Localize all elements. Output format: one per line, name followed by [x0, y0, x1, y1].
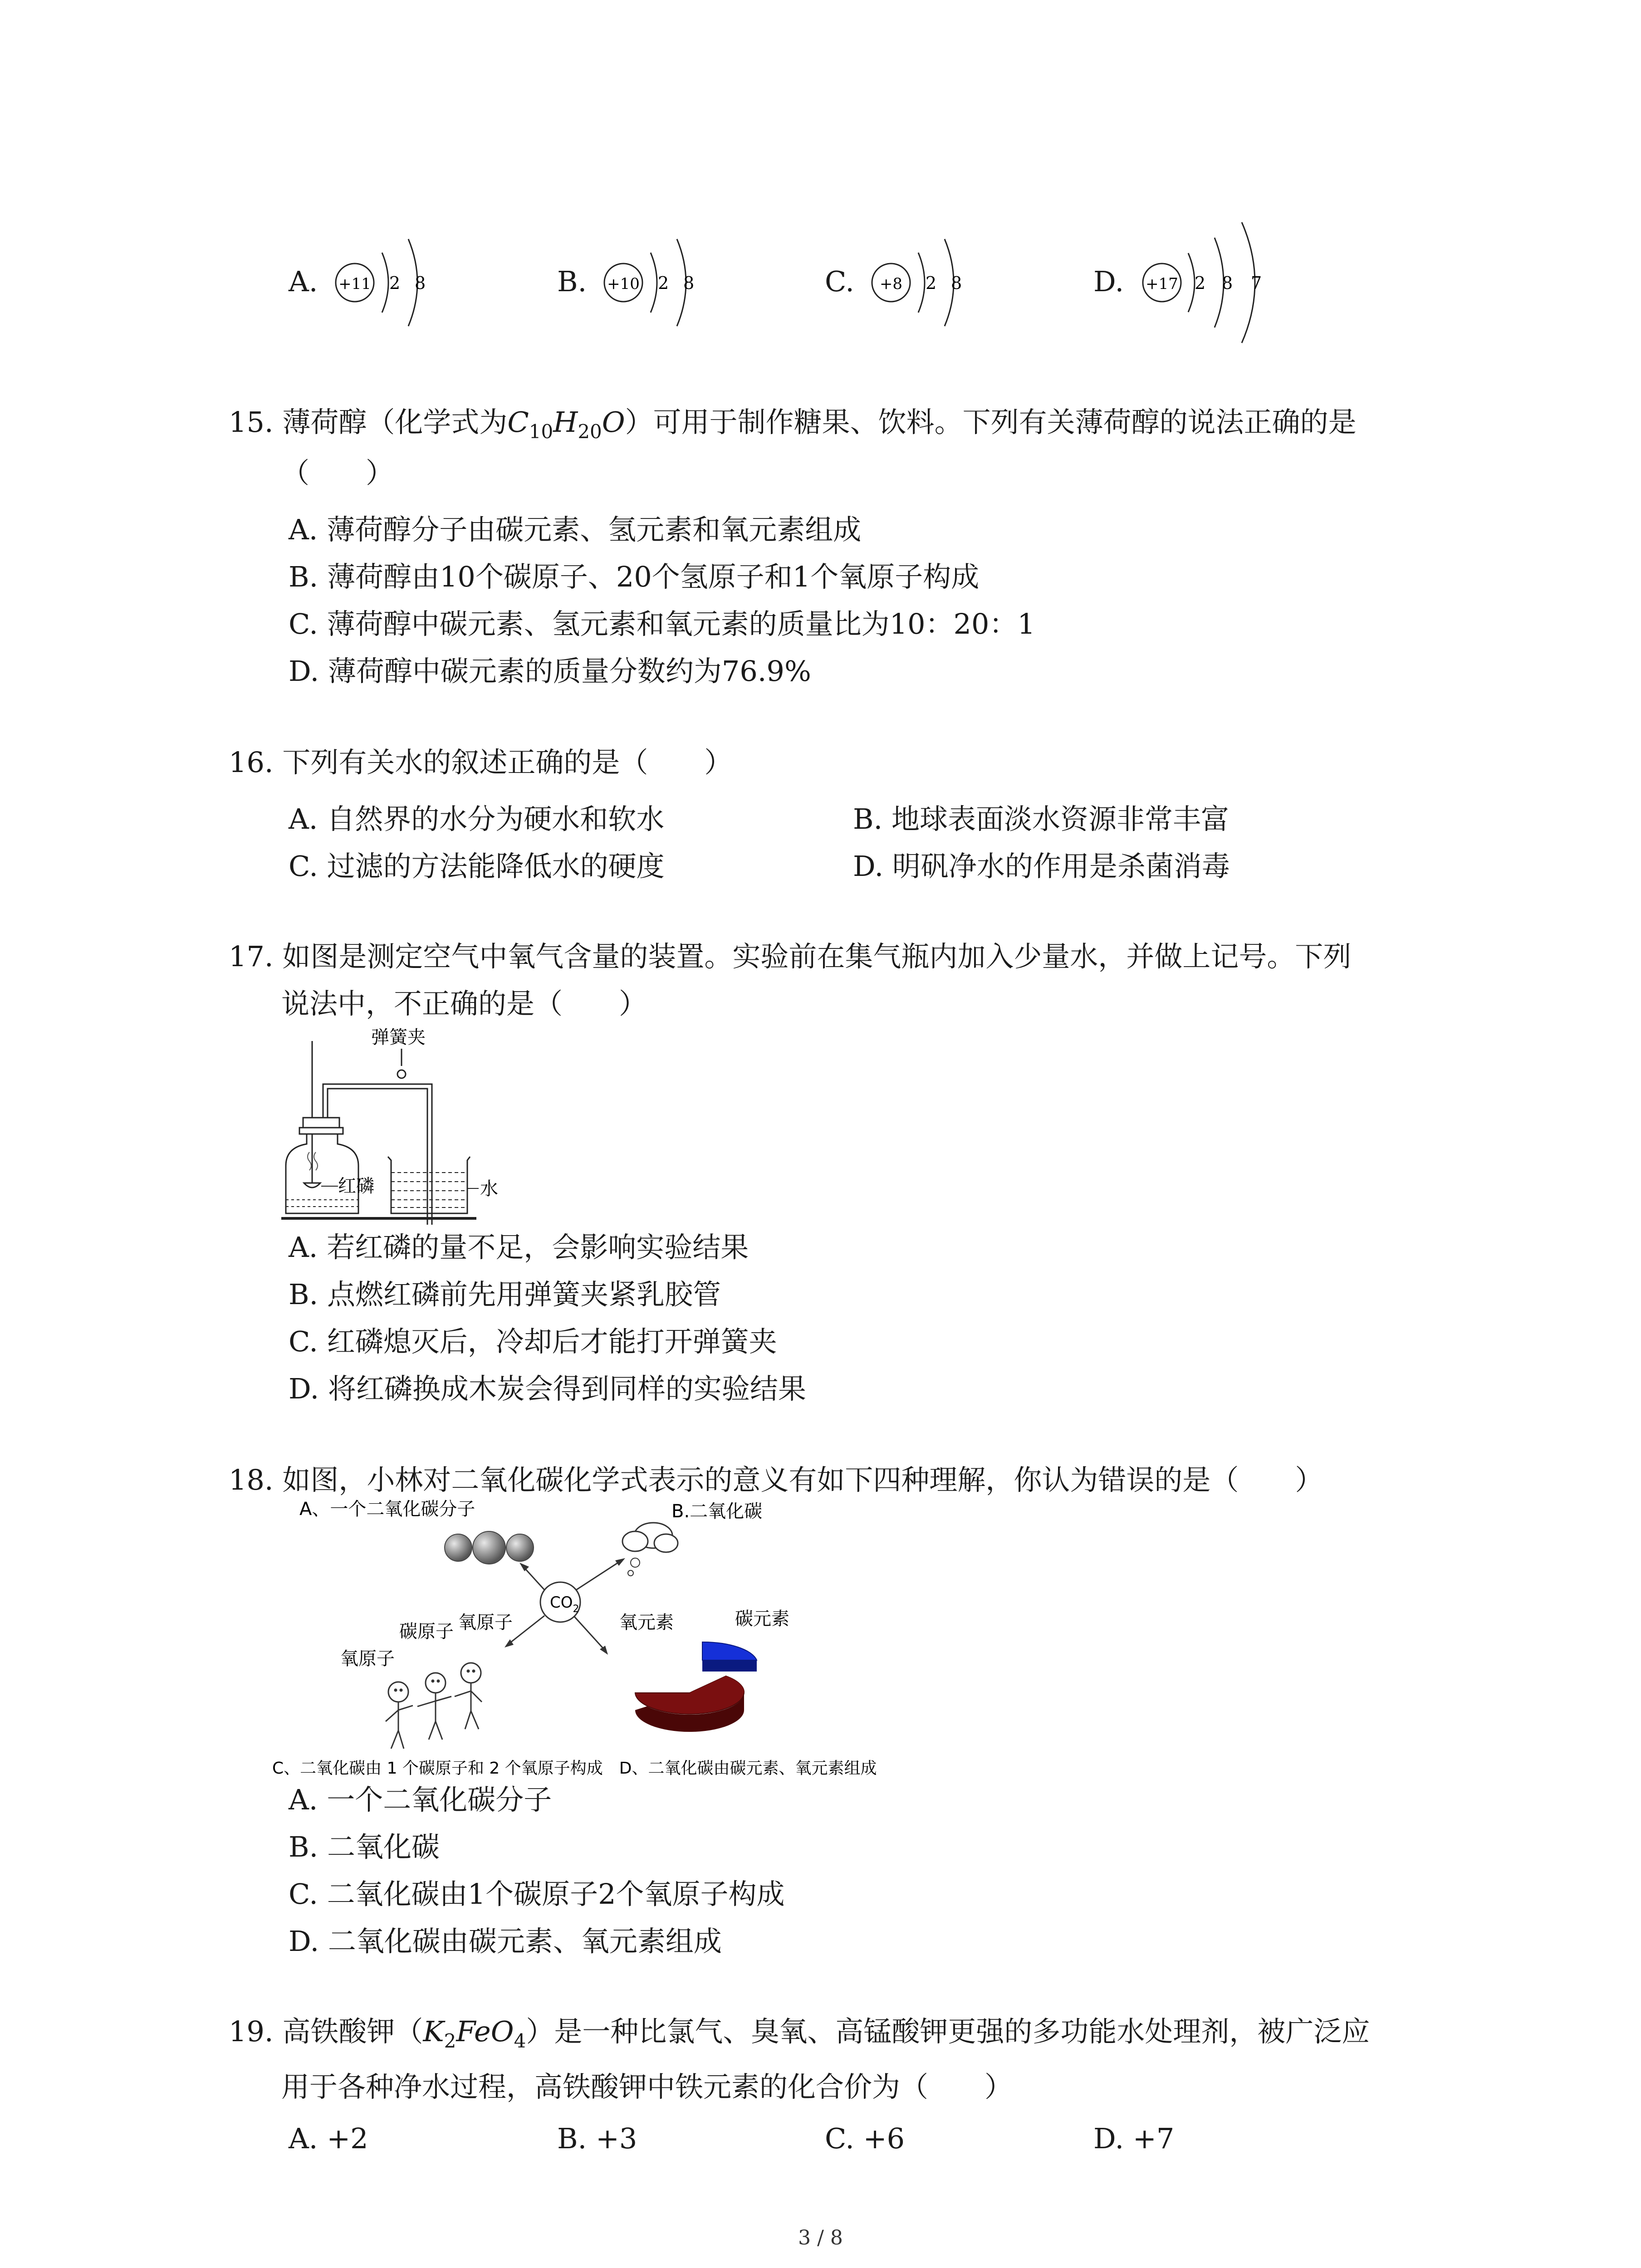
- q16-option-a[interactable]: A. 自然界的水分为硬水和软水: [289, 802, 665, 836]
- atom-a-nucleus: +11: [338, 275, 371, 293]
- label-water: 水: [480, 1178, 498, 1199]
- fig-oxygen-atom-2: 氧原子: [340, 1648, 395, 1669]
- fig-center-co2: $CO_2$: [550, 1593, 579, 1615]
- q17-stem-line-2: 说法中，不正确的是（ ）: [281, 987, 647, 1020]
- q15-option-c[interactable]: C. 薄荷醇中碳元素、氢元素和氧元素的质量比为10：20：1: [289, 607, 1035, 640]
- q15-stem-pre: 薄荷醇（化学式为: [282, 406, 508, 439]
- fig-oxygen-atom-1: 氧原子: [458, 1612, 513, 1633]
- q16-option-c[interactable]: C. 过滤的方法能降低水的硬度: [289, 850, 665, 883]
- label-spring-clamp: 弹簧夹: [371, 1027, 426, 1048]
- atom-c-shell-2: 8: [951, 273, 962, 293]
- atom-c-nucleus: +8: [879, 275, 903, 293]
- q16-option-d[interactable]: D. 明矾净水的作用是杀菌消毒: [853, 850, 1230, 883]
- q18-option-c[interactable]: C. 二氧化碳由1个碳原子2个氧原子构成: [289, 1877, 785, 1911]
- atom-d-shell-3: 7: [1251, 273, 1262, 293]
- atom-option-a-letter[interactable]: A.: [289, 265, 318, 298]
- atom-option-b-letter[interactable]: B.: [557, 265, 587, 298]
- atom-d-shell-2: 8: [1222, 273, 1233, 293]
- q19-option-d[interactable]: D. +7: [1093, 2122, 1175, 2155]
- q19-option-a[interactable]: A. +2: [289, 2122, 368, 2155]
- q19-stem-pre: 高铁酸钾（: [282, 2015, 423, 2048]
- atom-c-shell-1: 2: [926, 273, 937, 293]
- atom-diagram-d: [1136, 218, 1286, 354]
- atom-option-d-letter[interactable]: D.: [1093, 265, 1124, 298]
- q15-answer-paren: （ ）: [281, 456, 394, 489]
- q15-stem-post: ）可用于制作糖果、饮料。下列有关薄荷醇的说法正确的是: [625, 406, 1357, 439]
- atom-b-shell-1: 2: [658, 273, 669, 293]
- q18-stem: 如图，小林对二氧化碳化学式表示的意义有如下四种理解，你认为错误的是（ ）: [282, 1463, 1323, 1496]
- q15-option-a[interactable]: A. 薄荷醇分子由碳元素、氢元素和氧元素组成: [289, 513, 862, 546]
- q16-stem-line: [229, 748, 732, 777]
- q18-option-a[interactable]: A. 一个二氧化碳分子: [289, 1783, 552, 1816]
- atom-option-c-letter[interactable]: C.: [825, 265, 854, 298]
- atom-diagram-b: [600, 234, 727, 342]
- q17-stem-1: 如图是测定空气中氧气含量的装置。实验前在集气瓶内加入少量水，并做上记号。下列: [282, 940, 1352, 973]
- atom-a-shell-2: 8: [415, 273, 426, 293]
- q16-stem: 下列有关水的叙述正确的是（ ）: [282, 746, 733, 779]
- atom-d-shell-1: 2: [1195, 273, 1206, 293]
- q19-number: 19.: [229, 2015, 274, 2048]
- q16-number: 16.: [229, 746, 274, 779]
- atom-diagram-a: [331, 234, 458, 342]
- q17-stem-line-1: [229, 940, 1352, 973]
- q16-option-b[interactable]: B. 地球表面淡水资源非常丰富: [853, 802, 1229, 836]
- oxygen-apparatus-figure: [272, 1021, 517, 1225]
- q19-formula: $K_2FeO_4$: [423, 2015, 526, 2052]
- atom-b-nucleus: +10: [607, 275, 640, 293]
- q19-option-c[interactable]: C. +6: [825, 2122, 905, 2155]
- q17-number: 17.: [229, 940, 274, 973]
- q18-option-b[interactable]: B. 二氧化碳: [289, 1830, 440, 1863]
- fig-label-a: A、一个二氧化碳分子: [299, 1499, 475, 1520]
- q17-option-a[interactable]: A. 若红磷的量不足，会影响实验结果: [289, 1231, 749, 1264]
- q15-option-d[interactable]: D. 薄荷醇中碳元素的质量分数约为76.9%: [289, 655, 811, 688]
- q19-stem-post: ）是一种比氯气、臭氧、高锰酸钾更强的多功能水处理剂，被广泛应: [526, 2015, 1370, 2048]
- q19-option-b[interactable]: B. +3: [557, 2122, 637, 2155]
- atom-a-shell-1: 2: [389, 273, 401, 293]
- cloud-icon: [622, 1523, 678, 1576]
- q19-stem-line-1: [229, 2015, 1370, 2052]
- label-red-phosphorus: 红磷: [338, 1176, 374, 1197]
- fig-oxygen-element: 氧元素: [619, 1612, 674, 1633]
- element-pie-icon: [635, 1642, 757, 1732]
- q15-stem-line: [229, 408, 1357, 441]
- q17-option-c[interactable]: C. 红磷熄灭后，冷却后才能打开弹簧夹: [289, 1325, 777, 1358]
- q17-option-b[interactable]: B. 点燃红磷前先用弹簧夹紧乳胶管: [289, 1278, 721, 1311]
- atom-d-nucleus: +17: [1146, 275, 1178, 293]
- q18-option-d[interactable]: D. 二氧化碳由碳元素、氧元素组成: [289, 1925, 722, 1958]
- fig-carbon-atom: 碳原子: [399, 1621, 454, 1642]
- q17-option-d[interactable]: D. 将红磷换成木炭会得到同样的实验结果: [289, 1372, 806, 1405]
- fig-label-b: B.二氧化碳: [671, 1501, 763, 1522]
- q19-stem-line-2: 用于各种净水过程，高铁酸钾中铁元素的化合价为（ ）: [281, 2070, 1013, 2103]
- q18-stem-line: [229, 1463, 1323, 1496]
- atom-diagram-c: [867, 234, 994, 342]
- page-number: 3 / 8: [798, 2226, 843, 2249]
- stick-figures-icon: [386, 1663, 482, 1749]
- q15-number: 15.: [229, 406, 274, 439]
- q15-formula: $C_{10}H_{20}O$: [507, 406, 625, 443]
- atom-b-shell-2: 8: [683, 273, 695, 293]
- fig-caption: C、二氧化碳由 1 个碳原子和 2 个氧原子构成 D、二氧化碳由碳元素、氧元素组成: [272, 1759, 877, 1778]
- q18-number: 18.: [229, 1463, 274, 1496]
- fig-carbon-element: 碳元素: [735, 1608, 789, 1629]
- q15-option-b[interactable]: B. 薄荷醇由10个碳原子、20个氢原子和1个氧原子构成: [289, 560, 980, 593]
- co2-meaning-figure: [272, 1497, 980, 1778]
